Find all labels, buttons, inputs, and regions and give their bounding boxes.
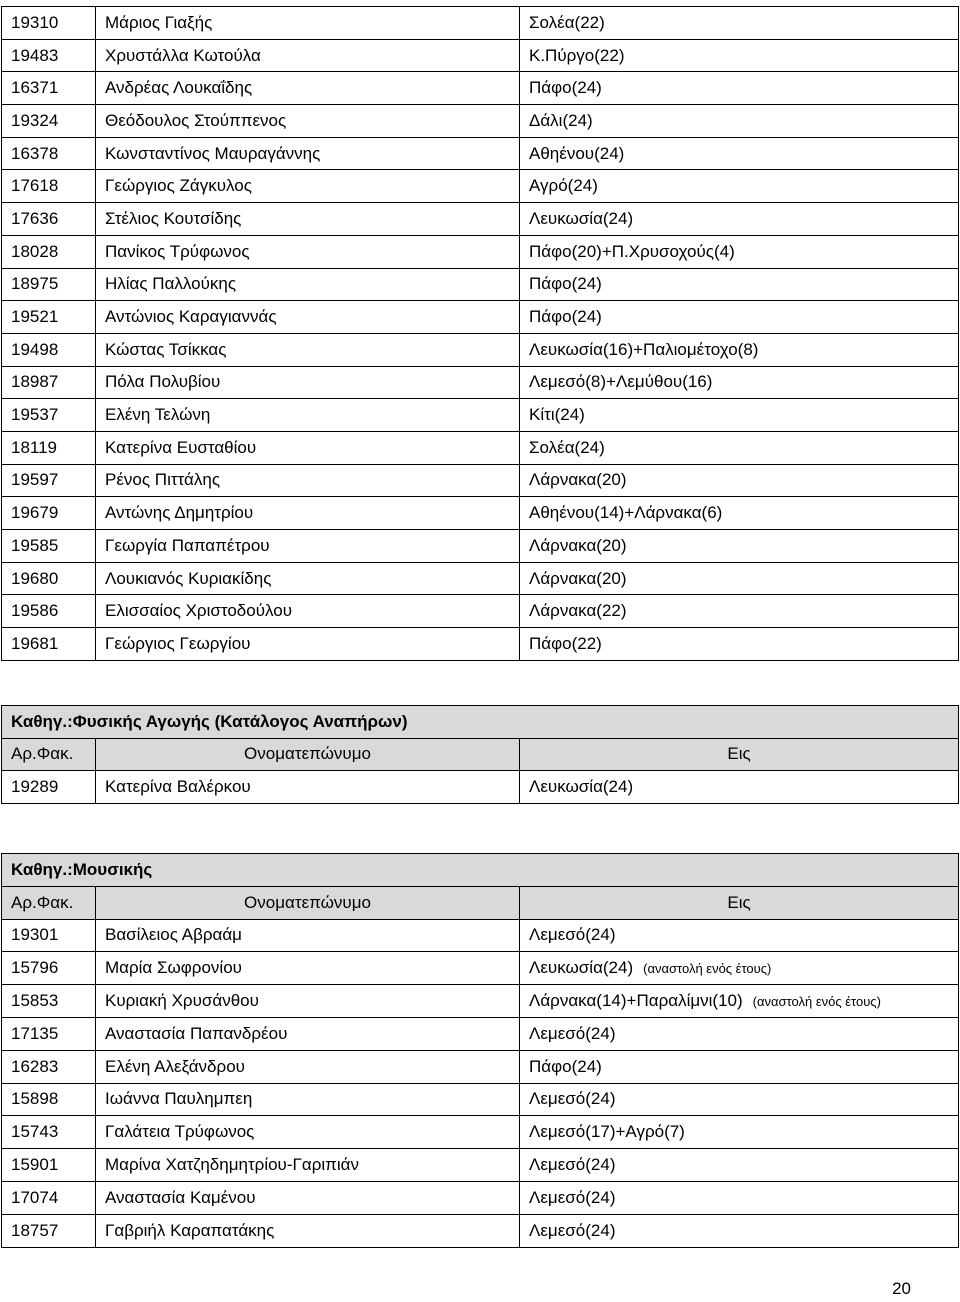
file-number: 16283 — [2, 1050, 96, 1083]
placement-cell — [520, 771, 959, 804]
category-row — [2, 854, 959, 887]
full-name: Λουκιανός Κυριακίδης — [96, 562, 520, 595]
full-name: Μαρία Σωφρονίου — [96, 952, 520, 985]
file-number: 19521 — [2, 301, 96, 334]
file-number: 19289 — [2, 771, 96, 804]
file-number: 19483 — [2, 39, 96, 72]
file-number: 19324 — [2, 105, 96, 138]
file-number: 15901 — [2, 1149, 96, 1182]
table-row — [2, 985, 959, 1018]
full-name: Αντώνιος Καραγιαννάς — [96, 301, 520, 334]
placement-cell — [520, 268, 959, 301]
placement: Λεμεσό(17)+Αγρό(7) — [529, 1122, 685, 1142]
table-row — [2, 1149, 959, 1182]
placement: Κ.Πύργο(22) — [529, 45, 625, 65]
placement: Λεμεσό(24) — [529, 925, 616, 945]
file-number: 17074 — [2, 1181, 96, 1214]
placement: Λευκωσία(24) — [529, 958, 634, 978]
placement-cell — [520, 1017, 959, 1050]
placement-cell — [520, 1116, 959, 1149]
placement-cell — [520, 366, 959, 399]
file-number: 18119 — [2, 431, 96, 464]
full-name: Ελένη Τελώνη — [96, 399, 520, 432]
placement: Αθηένου(24) — [529, 143, 625, 163]
placement-cell — [520, 39, 959, 72]
table-row — [2, 1214, 959, 1247]
file-number: 19310 — [2, 7, 96, 40]
placement-cell — [520, 952, 959, 985]
full-name: Αναστασία Παπανδρέου — [96, 1017, 520, 1050]
placement: Δάλι(24) — [529, 110, 593, 130]
music-table-body — [2, 854, 959, 1248]
placement: Πάφο(24) — [529, 274, 602, 294]
header-id: Αρ.Φακ. — [2, 886, 96, 919]
table-row — [2, 530, 959, 563]
placement-cell — [520, 431, 959, 464]
full-name: Ελισσαίος Χριστοδούλου — [96, 595, 520, 628]
placement: Σολέα(24) — [529, 437, 605, 457]
file-number: 18028 — [2, 235, 96, 268]
file-number: 19585 — [2, 530, 96, 563]
full-name: Κυριακή Χρυσάνθου — [96, 985, 520, 1018]
placement-cell — [520, 1083, 959, 1116]
category-title: Καθηγ.:Μουσικής — [2, 854, 959, 887]
table-row — [2, 595, 959, 628]
placement-note: (αναστολή ενός έτους) — [752, 994, 881, 1010]
full-name: Χρυστάλλα Κωτούλα — [96, 39, 520, 72]
file-number: 18987 — [2, 366, 96, 399]
full-name: Γαβριήλ Καραπατάκης — [96, 1214, 520, 1247]
table-row — [2, 137, 959, 170]
placement: Λεμεσό(24) — [529, 1220, 616, 1240]
placement: Πάφο(24) — [529, 1056, 602, 1076]
table-row — [2, 431, 959, 464]
table-row — [2, 1017, 959, 1050]
placement-cell — [520, 1181, 959, 1214]
table-row — [2, 771, 959, 804]
placement: Λάρνακα(14)+Παραλίμνι(10) — [529, 991, 743, 1011]
placement: Σολέα(22) — [529, 12, 605, 32]
full-name: Γεώργιος Ζάγκυλος — [96, 170, 520, 203]
placement: Λεμεσό(8)+Λεμύθου(16) — [529, 372, 713, 392]
placement-cell — [520, 7, 959, 40]
placement: Λάρνακα(20) — [529, 535, 627, 555]
full-name: Θεόδουλος Στούππενος — [96, 105, 520, 138]
full-name: Ρένος Πιττάλης — [96, 464, 520, 497]
placement: Λάρνακα(20) — [529, 568, 627, 588]
placement-note: (αναστολή ενός έτους) — [643, 961, 772, 977]
placement-cell — [520, 1050, 959, 1083]
placement: Κίτι(24) — [529, 405, 585, 425]
file-number: 15796 — [2, 952, 96, 985]
placement: Λευκωσία(16)+Παλιομέτοχο(8) — [529, 339, 759, 359]
file-number: 15853 — [2, 985, 96, 1018]
placement: Πάφο(22) — [529, 633, 602, 653]
full-name: Μαρίνα Χατζηδημητρίου-Γαριπιάν — [96, 1149, 520, 1182]
placement: Πάφο(20)+Π.Χρυσοχούς(4) — [529, 241, 735, 261]
category-title: Καθηγ.:Φυσικής Αγωγής (Κατάλογος Αναπήρων) — [2, 706, 959, 739]
table-row — [2, 1181, 959, 1214]
placement-cell — [520, 203, 959, 236]
full-name: Πανίκος Τρύφωνος — [96, 235, 520, 268]
full-name: Ελένη Αλεξάνδρου — [96, 1050, 520, 1083]
placement-cell — [520, 170, 959, 203]
table-row — [2, 497, 959, 530]
placement: Πάφο(24) — [529, 307, 602, 327]
file-number: 18757 — [2, 1214, 96, 1247]
placement: Λευκωσία(24) — [529, 776, 634, 796]
music-table — [1, 853, 959, 1248]
table-row — [2, 268, 959, 301]
placement-cell — [520, 301, 959, 334]
table-row — [2, 235, 959, 268]
placement-cell — [520, 1214, 959, 1247]
placement-cell — [520, 72, 959, 105]
placement: Λάρνακα(22) — [529, 601, 627, 621]
placement: Πάφο(24) — [529, 78, 602, 98]
placement-cell — [520, 919, 959, 952]
file-number: 17135 — [2, 1017, 96, 1050]
file-number: 17636 — [2, 203, 96, 236]
file-number: 15743 — [2, 1116, 96, 1149]
placement-cell — [520, 235, 959, 268]
placement-cell — [520, 497, 959, 530]
placement: Λάρνακα(20) — [529, 470, 627, 490]
category-row — [2, 706, 959, 739]
file-number: 19679 — [2, 497, 96, 530]
physical-education-table-body — [2, 706, 959, 804]
full-name: Γαλάτεια Τρύφωνος — [96, 1116, 520, 1149]
placement-cell — [520, 595, 959, 628]
full-name: Μάριος Γιαξής — [96, 7, 520, 40]
table-row — [2, 301, 959, 334]
placement-cell — [520, 562, 959, 595]
header-name: Ονοματεπώνυμο — [96, 886, 520, 919]
placement: Λεμεσό(24) — [529, 1155, 616, 1175]
header-name: Ονοματεπώνυμο — [96, 738, 520, 771]
full-name: Αναστασία Καμένου — [96, 1181, 520, 1214]
table-row — [2, 72, 959, 105]
header-row — [2, 886, 959, 919]
header-row — [2, 738, 959, 771]
file-number: 18975 — [2, 268, 96, 301]
file-number: 19498 — [2, 333, 96, 366]
full-name: Πόλα Πολυβίου — [96, 366, 520, 399]
placement-cell — [520, 399, 959, 432]
placement: Λευκωσία(24) — [529, 208, 634, 228]
file-number: 19537 — [2, 399, 96, 432]
placement-cell — [520, 105, 959, 138]
table-row — [2, 333, 959, 366]
file-number: 16371 — [2, 72, 96, 105]
full-name: Βασίλειος Αβραάμ — [96, 919, 520, 952]
file-number: 19680 — [2, 562, 96, 595]
placement: Λεμεσό(24) — [529, 1023, 616, 1043]
full-name: Ανδρέας Λουκαΐδης — [96, 72, 520, 105]
placement-cell — [520, 530, 959, 563]
table-row — [2, 7, 959, 40]
page-number: 20 — [892, 1279, 911, 1298]
physical-education-table — [1, 705, 959, 804]
header-location: Εις — [520, 738, 959, 771]
table-row — [2, 1083, 959, 1116]
placement-cell — [520, 464, 959, 497]
file-number: 16378 — [2, 137, 96, 170]
full-name: Κατερίνα Βαλέρκου — [96, 771, 520, 804]
table-row — [2, 952, 959, 985]
table-row — [2, 105, 959, 138]
placement-cell — [520, 628, 959, 661]
table-row — [2, 399, 959, 432]
table-row — [2, 562, 959, 595]
file-number: 19586 — [2, 595, 96, 628]
placement-cell — [520, 137, 959, 170]
table-row — [2, 170, 959, 203]
table-row — [2, 39, 959, 72]
placement-cell — [520, 985, 959, 1018]
placement-cell — [520, 1149, 959, 1182]
appointments-table-1-body — [2, 7, 959, 661]
full-name: Κώστας Τσίκκας — [96, 333, 520, 366]
file-number: 17618 — [2, 170, 96, 203]
placement: Λεμεσό(24) — [529, 1187, 616, 1207]
table-row — [2, 203, 959, 236]
full-name: Γεώργιος Γεωργίου — [96, 628, 520, 661]
header-location: Εις — [520, 886, 959, 919]
full-name: Γεωργία Παπαπέτρου — [96, 530, 520, 563]
placement: Λεμεσό(24) — [529, 1089, 616, 1109]
placement-cell — [520, 333, 959, 366]
table-row — [2, 464, 959, 497]
table-row — [2, 1050, 959, 1083]
full-name: Κωνσταντίνος Μαυραγάννης — [96, 137, 520, 170]
file-number: 19301 — [2, 919, 96, 952]
table-row — [2, 366, 959, 399]
full-name: Ηλίας Παλλούκης — [96, 268, 520, 301]
full-name: Ιωάννα Παυλημπεη — [96, 1083, 520, 1116]
full-name: Στέλιος Κουτσίδης — [96, 203, 520, 236]
full-name: Κατερίνα Ευσταθίου — [96, 431, 520, 464]
table-row — [2, 1116, 959, 1149]
placement: Αγρό(24) — [529, 176, 598, 196]
file-number: 15898 — [2, 1083, 96, 1116]
table-row — [2, 628, 959, 661]
file-number: 19597 — [2, 464, 96, 497]
full-name: Αντώνης Δημητρίου — [96, 497, 520, 530]
table-row — [2, 919, 959, 952]
placement: Αθηένου(14)+Λάρνακα(6) — [529, 503, 723, 523]
appointments-table-1 — [1, 6, 959, 661]
header-id: Αρ.Φακ. — [2, 738, 96, 771]
file-number: 19681 — [2, 628, 96, 661]
